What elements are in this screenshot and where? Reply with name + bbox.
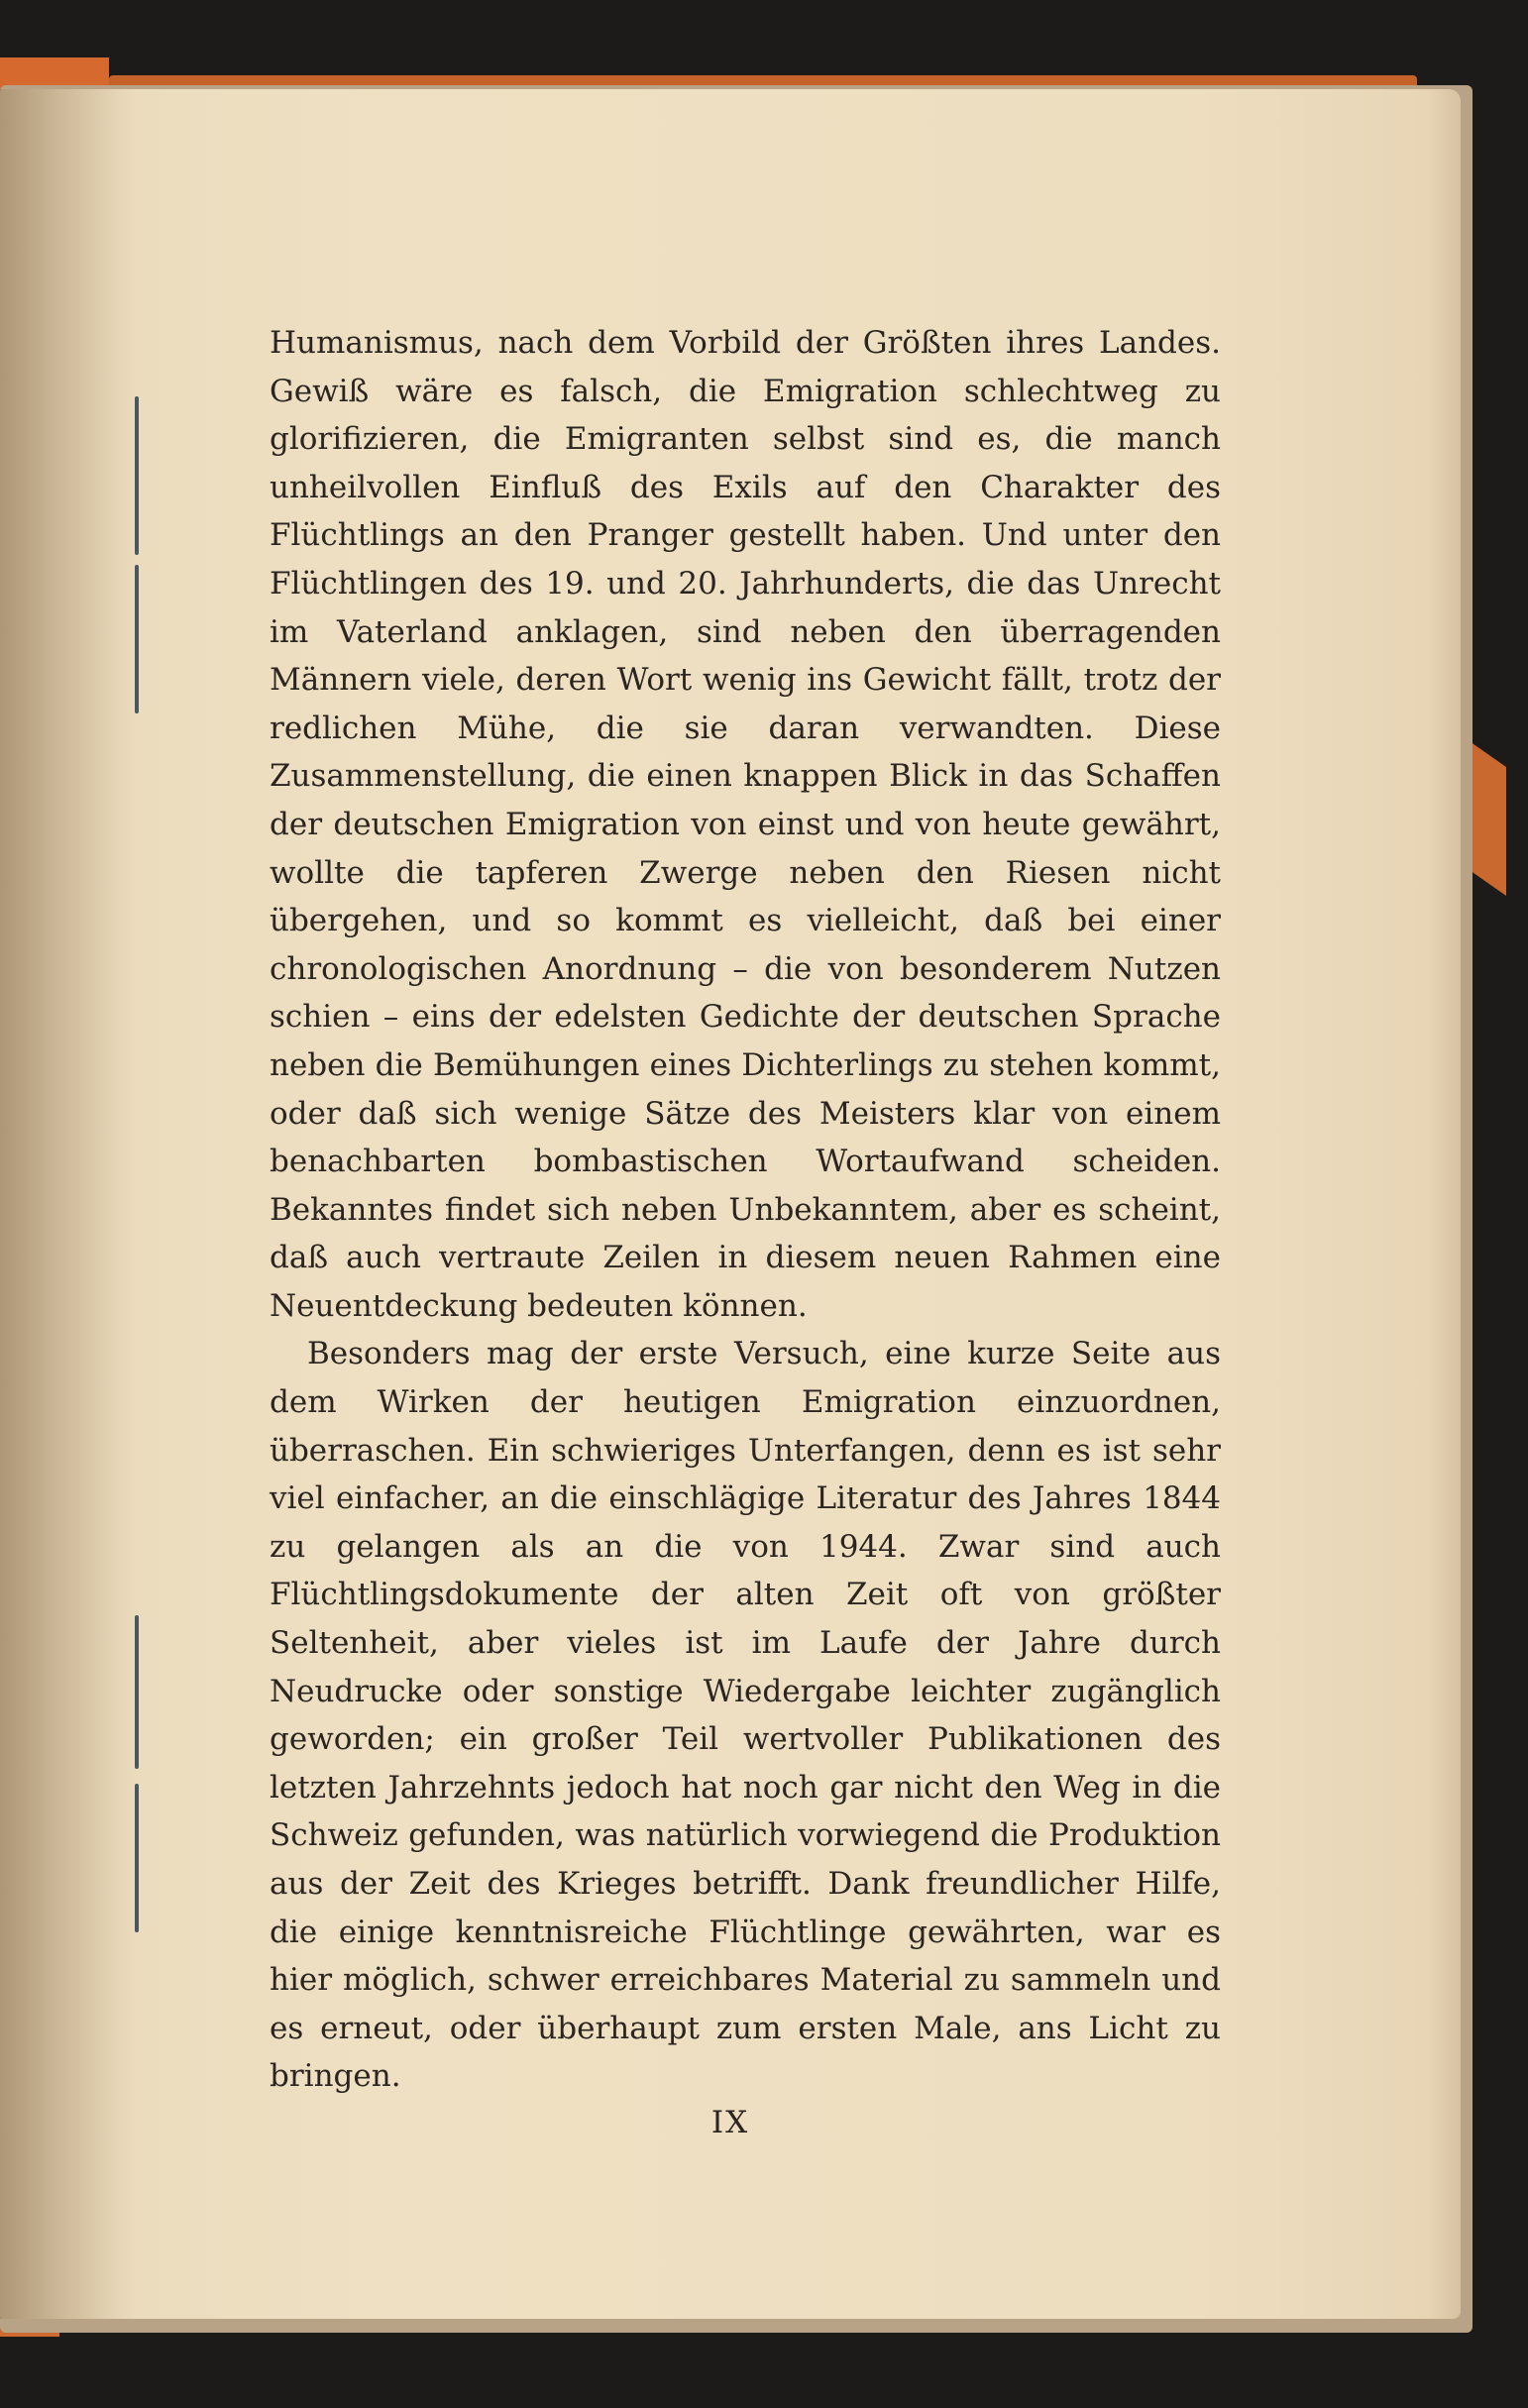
binding-stitch xyxy=(135,1615,139,1769)
binding-stitch xyxy=(135,565,139,713)
body-text xyxy=(270,319,1221,2101)
page-number: IX xyxy=(710,2105,750,2140)
binding-stitch xyxy=(135,1784,139,1932)
paragraph: Humanismus, nach dem Vorbild der Größten ihres Landes. Gewiß wäre es falsch, die Emigration schlechtweg zu glorifizieren, die Emigranten selbst sind es, die manch unheilvollen Einfluß des Exils auf den Charakter des Flüchtlings an den Pranger gestellt haben. Und unter den Flüchtlingen des 19. und 20. Jahrhunderts, die das Unrecht im Vaterland anklagen, sind neben den überragenden Männern viele, deren Wort wenig ins Gewicht fällt, trotz der redlichen Mühe, die sie daran verwandten. Diese Zusammenstellung, die einen knappen Blick in das Schaffen der deutschen Emigration von einst und von heute gewährt, wollte die tapferen Zwerge neben den Riesen nicht übergehen, und so kommt es vielleicht, daß bei einer chronologischen Anordnung – die von besonderem Nutzen schien – eins der edelsten Gedichte der deutschen Sprache neben die Bemühungen eines Dichterlings zu stehen kommt, oder daß sich wenige Sätze des Meisters klar von einem benachbarten bombastischen Wortaufwand scheiden. Bekanntes findet sich neben Unbekanntem, aber es scheint, daß auch vertraute Zeilen in diesem neuen Rahmen eine Neuentdeckung bedeuten können. xyxy=(270,325,1221,1324)
book-cover-corner-right xyxy=(1467,739,1506,896)
binding-stitch xyxy=(135,396,139,555)
paragraph: Besonders mag der erste Versuch, eine kurze Seite aus dem Wirken der heutigen Emigration einzuordnen, überraschen. Ein schwieriges Unterfangen, denn es ist sehr viel einfacher, an die einschlägige Literatur des Jahres 1844 zu gelangen als an die von 1944. Zwar sind auch Flüchtlingsdokumente der alten Zeit oft von größter Seltenheit, aber vieles ist im Laufe der Jahre durch Neudrucke oder sonstige Wiedergabe leichter zugänglich geworden; ein großer Teil wertvoller Publikationen des letzten Jahrzehnts jedoch hat noch gar nicht den Weg in die Schweiz gefunden, was natürlich vorwiegend die Produktion aus der Zeit des Krieges betrifft. Dank freundlicher Hilfe, die einige kenntnisreiche Flüchtlinge gewährten, war es hier möglich, schwer erreichbares Material zu sammeln und es erneut, oder überhaupt zum ersten Male, ans Licht zu bringen. xyxy=(270,1336,1221,2095)
page-gutter-shade xyxy=(0,89,139,2319)
